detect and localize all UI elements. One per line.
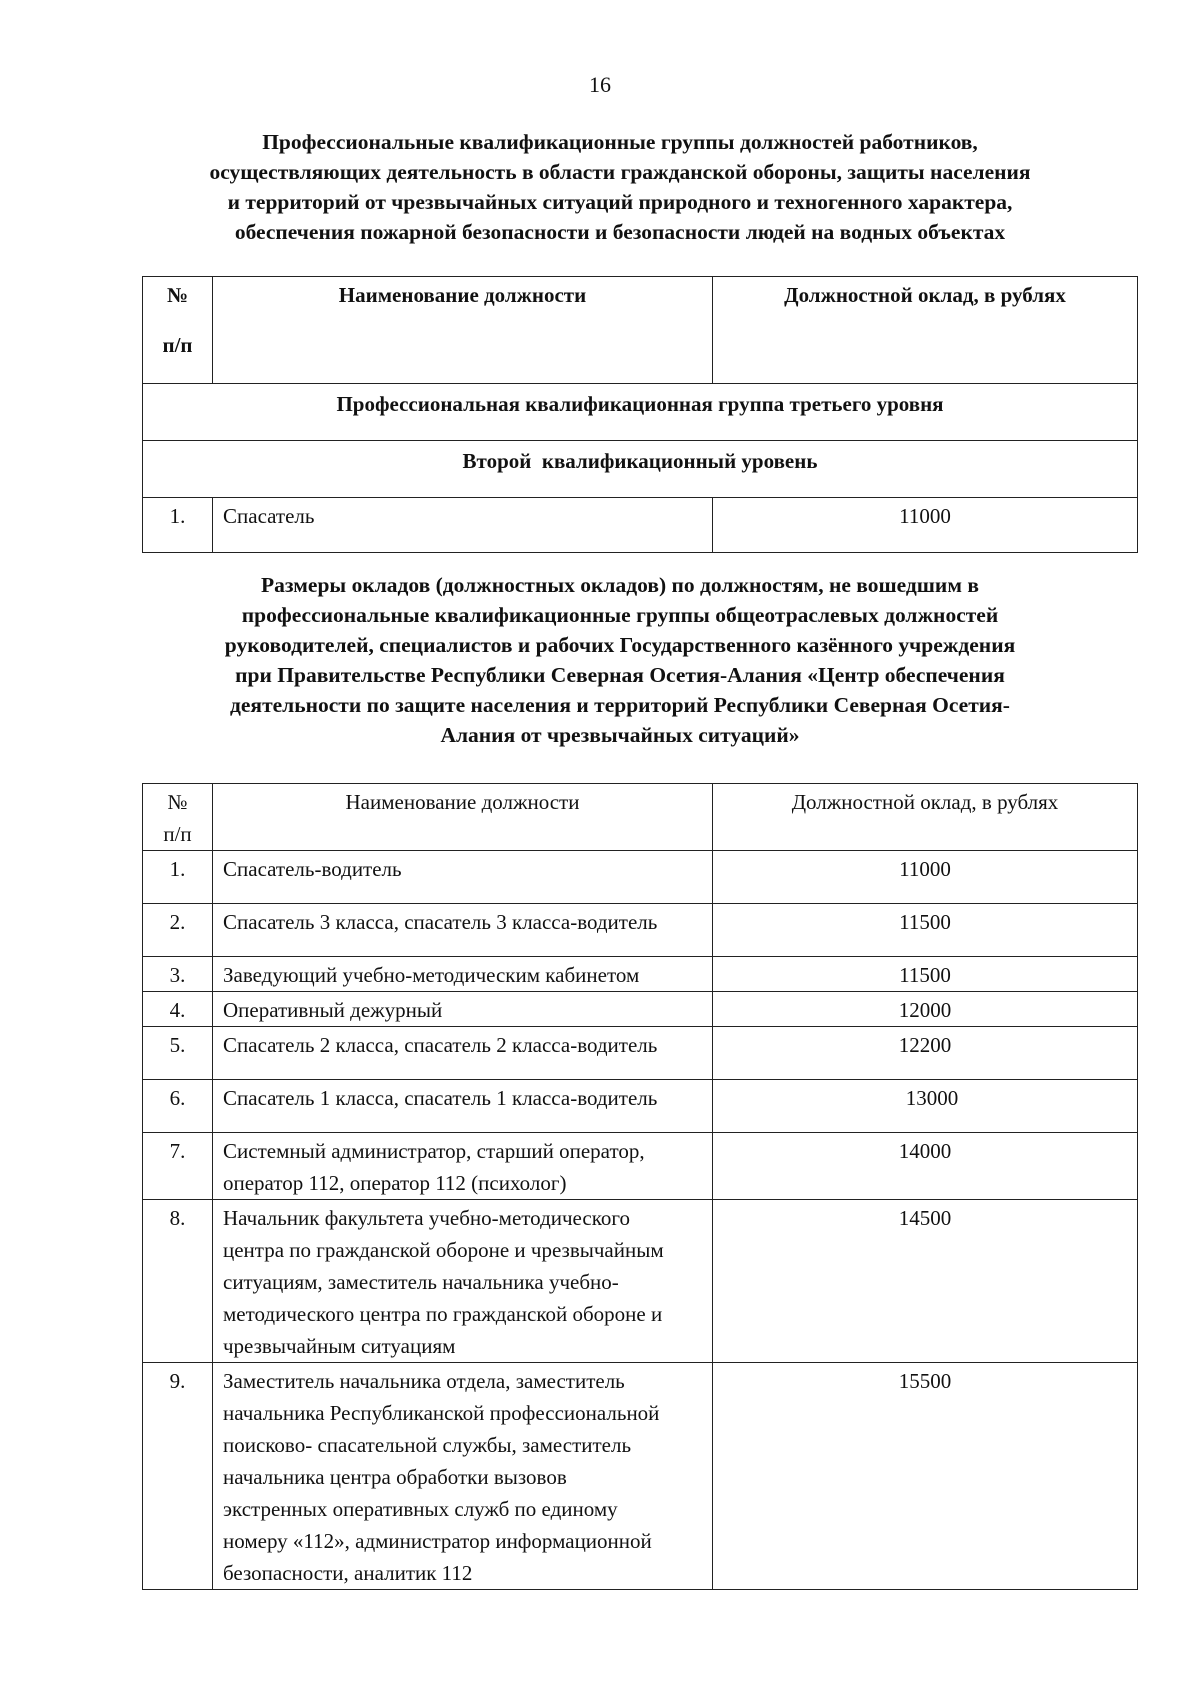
table-row	[143, 992, 1138, 1027]
row-number: 5.	[143, 1027, 213, 1080]
header-salary: Должностной оклад, в рублях	[713, 784, 1138, 851]
row-position-name	[213, 1200, 713, 1363]
row-position-name	[213, 1133, 713, 1200]
row-position-name	[213, 904, 713, 957]
row-number: 1.	[143, 851, 213, 904]
table-row	[143, 851, 1138, 904]
level-row	[143, 441, 1138, 498]
row-position-name	[213, 1363, 713, 1590]
table-row	[143, 957, 1138, 992]
heading-line: деятельности по защите населения и территорий Республики Северная Осетия-	[230, 693, 1010, 717]
row-text-line: Спасатель 2 класса, спасатель 2 класса-водитель	[223, 1033, 658, 1057]
row-text-line: начальника центра обработки вызовов	[223, 1465, 567, 1489]
table-row	[143, 1027, 1138, 1080]
heading-line: профессиональные квалификационные группы общеотраслевых должностей	[241, 603, 999, 627]
row-text-line: номеру «112», администратор информационной	[223, 1529, 652, 1553]
table-row	[143, 904, 1138, 957]
row-text-line: методического центра по гражданской обороне и	[223, 1302, 663, 1326]
row-number: 6.	[143, 1080, 213, 1133]
header-number-abbrev: п/п	[162, 333, 193, 357]
row-text-line: безопасности, аналитик 112	[223, 1561, 473, 1585]
level-title: Второй квалификационный уровень	[143, 441, 1138, 498]
row-text-line: начальника Республиканской профессиональной	[223, 1401, 660, 1425]
row-text-line: Спасатель 3 класса, спасатель 3 класса-водитель	[223, 910, 658, 934]
row-salary: 13000	[713, 1080, 1138, 1133]
row-number: 3.	[143, 957, 213, 992]
header-number-sign: №	[166, 283, 189, 307]
row-number: 1.	[143, 498, 213, 553]
table-row	[143, 1080, 1138, 1133]
group-title: Профессиональная квалификационная группа третьего уровня	[143, 384, 1138, 441]
row-number: 9.	[143, 1363, 213, 1590]
row-text-line: Спасатель-водитель	[223, 857, 402, 881]
section-heading-professional-groups	[130, 127, 1110, 247]
row-position-name: Спасатель	[213, 498, 713, 553]
table-row	[143, 1363, 1138, 1590]
row-salary: 11000	[713, 851, 1138, 904]
row-number: 8.	[143, 1200, 213, 1363]
row-salary: 12200	[713, 1027, 1138, 1080]
row-salary: 11500	[713, 957, 1138, 992]
header-number-sign: №	[167, 790, 188, 814]
row-position-name	[213, 851, 713, 904]
row-salary: 11500	[713, 904, 1138, 957]
row-text-line: Заведующий учебно-методическим кабинетом	[223, 963, 640, 987]
row-position-name	[213, 1027, 713, 1080]
header-position-name: Наименование должности	[213, 784, 713, 851]
group-row	[143, 384, 1138, 441]
header-salary: Должностной оклад, в рублях	[713, 277, 1138, 384]
row-text-line: поисково- спасательной службы, заместитель	[223, 1433, 632, 1457]
row-text-line: центра по гражданской обороне и чрезвычайным	[223, 1238, 664, 1262]
header-number-cell	[143, 784, 213, 851]
table-row	[143, 1133, 1138, 1200]
header-position-name: Наименование должности	[213, 277, 713, 384]
heading-line: Алания от чрезвычайных ситуаций»	[440, 723, 800, 747]
header-number-cell	[143, 277, 213, 384]
row-salary: 15500	[713, 1363, 1138, 1590]
page-number: 16	[589, 72, 611, 97]
row-position-name	[213, 992, 713, 1027]
row-text-line: чрезвычайным ситуациям	[223, 1334, 456, 1358]
row-number: 2.	[143, 904, 213, 957]
table-header-row	[143, 784, 1138, 851]
row-text-line: Системный администратор, старший оператор,	[223, 1139, 645, 1163]
other-positions-salary-table	[142, 783, 1138, 1590]
header-number-abbrev: п/п	[163, 822, 192, 846]
professional-group-salary-table	[142, 276, 1138, 553]
row-position-name	[213, 957, 713, 992]
row-salary: 12000	[713, 992, 1138, 1027]
heading-line: обеспечения пожарной безопасности и безопасности людей на водных объектах	[234, 220, 1006, 244]
heading-line: осуществляющих деятельность в области гражданской обороны, защиты населения	[209, 160, 1031, 184]
table-row	[143, 498, 1138, 553]
table-row	[143, 1200, 1138, 1363]
row-text-line: оператор 112, оператор 112 (психолог)	[223, 1171, 567, 1195]
row-text-line: Оперативный дежурный	[223, 998, 443, 1022]
row-salary: 11000	[713, 498, 1138, 553]
section-heading-other-positions	[130, 570, 1110, 750]
table-header-row	[143, 277, 1138, 384]
heading-line: при Правительстве Республики Северная Осетия-Алания «Центр обеспечения	[235, 663, 1005, 687]
heading-line: руководителей, специалистов и рабочих Государственного казённого учреждения	[224, 633, 1016, 657]
row-position-name	[213, 1080, 713, 1133]
row-text-line: Спасатель 1 класса, спасатель 1 класса-водитель	[223, 1086, 658, 1110]
row-text-line: экстренных оперативных служб по единому	[223, 1497, 618, 1521]
heading-line: Профессиональные квалификационные группы должностей работников,	[262, 130, 978, 154]
row-salary: 14000	[713, 1133, 1138, 1200]
row-text-line: Заместитель начальника отдела, заместитель	[223, 1369, 625, 1393]
row-number: 4.	[143, 992, 213, 1027]
heading-line: и территорий от чрезвычайных ситуаций природного и техногенного характера,	[227, 190, 1013, 214]
row-salary: 14500	[713, 1200, 1138, 1363]
heading-line: Размеры окладов (должностных окладов) по должностям, не вошедшим в	[261, 573, 979, 597]
row-number: 7.	[143, 1133, 213, 1200]
row-text-line: ситуациям, заместитель начальника учебно-	[223, 1270, 619, 1294]
row-text-line: Начальник факультета учебно-методического	[223, 1206, 630, 1230]
